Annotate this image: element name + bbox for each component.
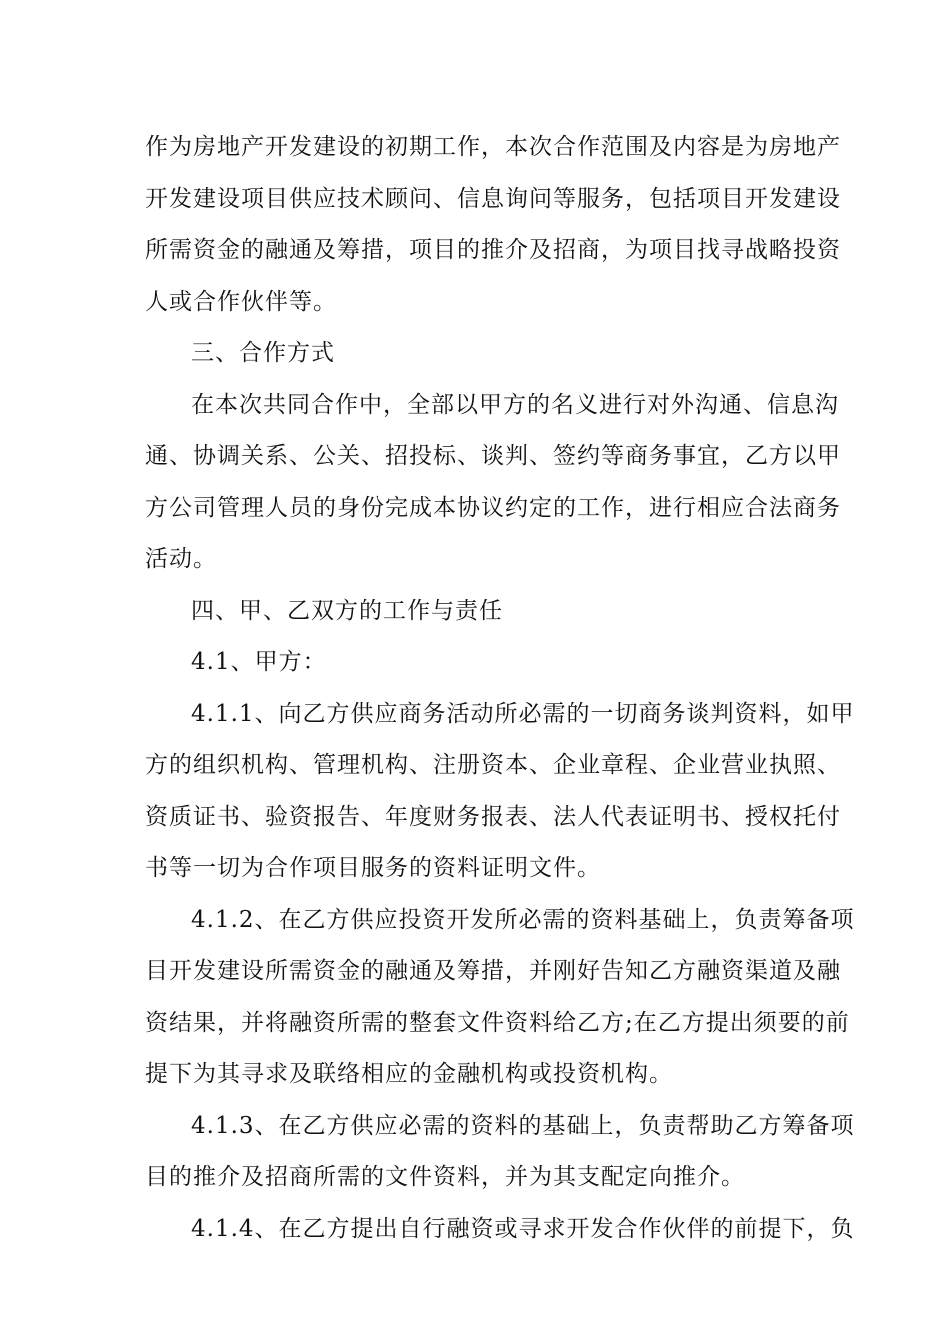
clause-4-1-4-line: 4.1.4、在乙方提出自行融资或寻求开发合作伙伴的前提下，负 <box>191 1215 855 1242</box>
section-heading-3: 三、合作方式 <box>191 340 335 366</box>
clause-4-1-1-line: 方的组织机构、管理机构、注册资本、企业章程、企业营业执照、 <box>145 752 841 778</box>
paragraph-line: 所需资金的融通及筹措，项目的推介及招商，为项目找寻战略投资 <box>145 237 841 263</box>
paragraph-line: 作为房地产开发建设的初期工作，本次合作范围及内容是为房地产 <box>145 134 841 160</box>
clause-4-1-2-line: 目开发建设所需资金的融通及筹措，并刚好告知乙方融资渠道及融 <box>145 958 841 984</box>
clause-4-1-2-line: 提下为其寻求及联络相应的金融机构或投资机构。 <box>145 1061 673 1087</box>
section-heading-4: 四、甲、乙双方的工作与责任 <box>191 597 503 624</box>
paragraph-line: 活动。 <box>145 546 217 572</box>
subsection-heading-4-1: 4.1、甲方： <box>191 649 327 675</box>
paragraph-line: 人或合作伙伴等。 <box>145 288 337 315</box>
clause-4-1-1-line: 书等一切为合作项目服务的资料证明文件。 <box>145 855 601 881</box>
clause-4-1-1-line: 4.1.1、向乙方供应商务活动所必需的一切商务谈判资料，如甲 <box>191 700 855 727</box>
clause-4-1-2-line: 资结果，并将融资所需的整套文件资料给乙方;在乙方提出须要的前 <box>145 1009 850 1036</box>
clause-4-1-1-line: 资质证书、验资报告、年度财务报表、法人代表证明书、授权托付 <box>145 803 841 830</box>
clause-4-1-2-line: 4.1.2、在乙方供应投资开发所必需的资料基础上，负责筹备项 <box>191 906 855 933</box>
paragraph-line: 在本次共同合作中，全部以甲方的名义进行对外沟通、信息沟 <box>191 391 839 418</box>
paragraph-line: 方公司管理人员的身份完成本协议约定的工作，进行相应合法商务 <box>145 494 841 521</box>
document-page <box>145 122 855 1255</box>
clause-4-1-3-line: 目的推介及招商所需的文件资料，并为其支配定向推介。 <box>145 1164 745 1190</box>
clause-4-1-3-line: 4.1.3、在乙方供应必需的资料的基础上，负责帮助乙方筹备项 <box>191 1112 855 1139</box>
paragraph-line: 通、协调关系、公关、招投标、谈判、签约等商务事宜，乙方以甲 <box>145 443 841 469</box>
paragraph-line: 开发建设项目供应技术顾问、信息询问等服务，包括项目开发建设 <box>145 185 841 212</box>
